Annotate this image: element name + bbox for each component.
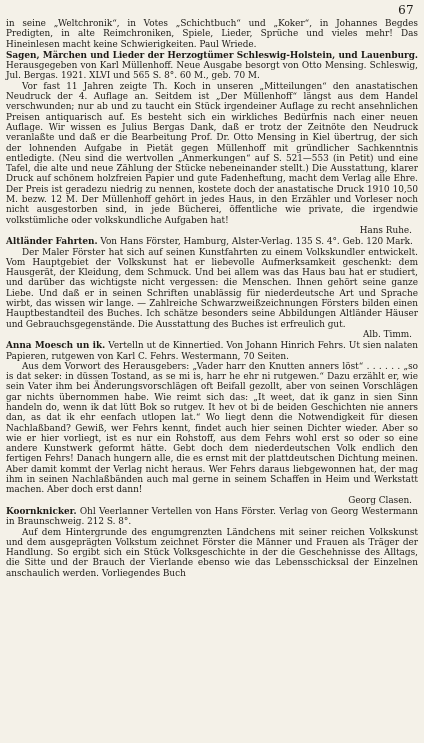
paragraph: Der Maler Förster hat sich auf seinen Kunstfahrten zu einem Volkskundler entwickelt. Vom Hauptgebiet der Volkskunst hat er liebevolle Aufmerksamkeit geschenkt: dem Hausgerät, der Kleidung, dem Schmuck. Und bei allem was das Haus bau hat er studiert, und darüber das wichtigste nicht vergessen: die Menschen. Ihnen gehört seine ganze Liebe. Und daß er in seinen Schriften unablässig für niederdeutsche Art und Sprache wirbt, das wissen wir lange. — Zahlreiche Schwarzweißzeichnungen Försters bilden einen Hauptbestandteil des Buches. Ich schätze besonders seine Abbildungen Altländer Häuser und Gebrauchsgegenstände. Die Ausstattung des Buches ist erfreulich gut. bbox=[6, 247, 418, 330]
paragraph: Koornknicker. Ohl Veerlanner Vertellen von Hans Förster. Verlag von Georg Westermann in Braunschweig. 212 S. 8°. bbox=[6, 506, 418, 528]
paragraph: Altländer Fahrten. Von Hans Förster, Hamburg, Alster-Verlag. 135 S. 4°. Geb. 120 Mark. bbox=[6, 237, 413, 248]
paragraph: Vor fast 11 Jahren zeigte Th. Koch in unseren „Mitteilungen“ den anastatischen Neudruck der 4. Auflage an. Seitdem ist „Der Müllenhoff“ längst aus dem Handel verschwunden; nur ab und zu taucht ein Stück irgendeiner Auflage zu recht ansehnlichen Preisen antiquarisch auf. Es besteht sich ein wirkliches Bedürfnis nach einer neuen Auflage. Wir wissen es Julius Bergas Dank, daß er trotz der Zeitnöte den Neudruck veranlaßte und daß er die Bearbeitung Prof. Dr. Otto Mensing in Kiel übertrug, der sich der lohnenden Aufgabe in Pietät gegen Müllenhoff mit gründlicher Sachkenntnis entledigte. (Neu sind die wertvollen „Anmerkungen“ auf S. 521—553 (in Petit) und eine Tafel, die alte und neue Zählung der Stücke nebeneinander stellt.) Die Ausstattung, klarer Druck auf schönem holzfreien Papier und gute Fadenheftung, macht dem Verlag alle Ehre. Der Preis ist geradezu niedrig zu nennen, kostete doch der anastatische Druck 1910 10,50 M. bezw. 12 M. Der Müllenhoff gehört in jedes Haus, in den Erzähler und Vorleser noch nicht ausgestorben sind, in jede Bücherei, öffentliche wie private, die irgendwie volkstümliche oder volkskundliche Aufgaben hat! bbox=[6, 81, 418, 226]
review-title: Anna Moesch un ik. bbox=[6, 341, 106, 352]
paragraph: Sagen, Märchen und Lieder der Herzogtümer Schleswig-Holstein, und Lauenburg. Herausgegeben von Karl Müllenhoff. Neue Ausgabe besorgt von Otto Mensing. Schleswig, Jul. Bergas. 1921. XLVI und 565 S. 8°. 60 M., geb. 70 M. bbox=[6, 50, 418, 82]
review-title: Sagen, Märchen und Lieder der Herzogtümer Schleswig-Holstein, und Lauenburg. bbox=[6, 50, 418, 61]
page-number: 67 bbox=[398, 3, 414, 17]
paragraph: Auf dem Hintergrunde des engumgrenzten Ländchens mit seiner reichen Volkskunst und dem ausgeprägten Volkstum zeichnet Förster die Männer und Frauen als Träger der Handlung. So ergibt sich ein Stück Volksgeschichte in der die Geschehnisse des Alltags, die Sitte und der Brauch der Vierlande ebenso wie das Lebensschicksal der Einzelnen anschaulich werden. Vorliegendes Buch bbox=[6, 527, 418, 579]
review-anna-moesch bbox=[6, 341, 418, 506]
review-title: Altländer Fahrten. bbox=[6, 237, 98, 248]
signature: Georg Clasen. bbox=[348, 495, 412, 506]
paragraph: Aus dem Vorwort des Herausgebers: „Vader harr den Knutten anners löst“ . . . . . . „so is dat seker: in düssen Tostand, as se mi is, harr he ehr ni rutgewen.“ Dazu erzählt er, wie sein Vater ihm bei Änderungsvorschlägen oft Beifall gezollt, aber von seinen Vorschlägen gar nichts übernommen habe. Wie reimt sich das: „It weet, dat ik ganz in sien Sinn handeln do, wenn ik dat lütt Bok so rutgev. It hev ot bi de beiden Geschichten nie anners dan, as dat ik ehr eenfach utlopen lat.“ Wo liegt denn die Notwendigkeit für diesen Nachlaßband? Gewiß, wer Fehrs kennt, findet auch hier seinen Dichter wieder. Aber so wie er hier vorliegt, ist es nur ein Rohstoff, aus dem Fehrs wohl erst so oder so eine andere Kunstwerk geformt hätte. Gebt doch dem niederdeutschen Volk endlich den fertigen Fehrs! Danach hungern alle, die es ernst mit der plattdeutschen Dichtung meinen. Aber damit kommt der Verlag nicht heraus. Wer Fehrs daraus liebgewonnen hat, der mag ihm in seinen Nachlaßbänden auch mal gerne in seinem Schaffen in Heim und Werkstatt machen. Aber doch erst dann! bbox=[6, 361, 418, 496]
paragraph: in seine „Weltchronik“, in Votes „Schichtbuch“ und „Koker“, in Johannes Begdes Predigten, in alte Reimchroniken, Spiele, Lieder, Sprüche und vieles mehr! Das Hineinlesen macht keine Schwierigkeiten. Paul Wriede. bbox=[6, 19, 418, 50]
paragraph: Anna Moesch un ik. Vertelln ut de Kinnertied. Von Johann Hinrich Fehrs. Ut sien nalaten Papieren, rutgewen von Karl C. Fehrs. Westermann, 70 Seiten. bbox=[6, 341, 418, 362]
review-altlaender bbox=[6, 237, 418, 340]
review-koornknicker bbox=[6, 507, 418, 579]
review-muellenhoff bbox=[6, 51, 418, 236]
review-wriede-end bbox=[6, 19, 418, 50]
review-title: Koornknicker. bbox=[6, 506, 77, 517]
signature: Hans Ruhe. bbox=[359, 225, 412, 236]
signature: Alb. Timm. bbox=[363, 329, 412, 340]
